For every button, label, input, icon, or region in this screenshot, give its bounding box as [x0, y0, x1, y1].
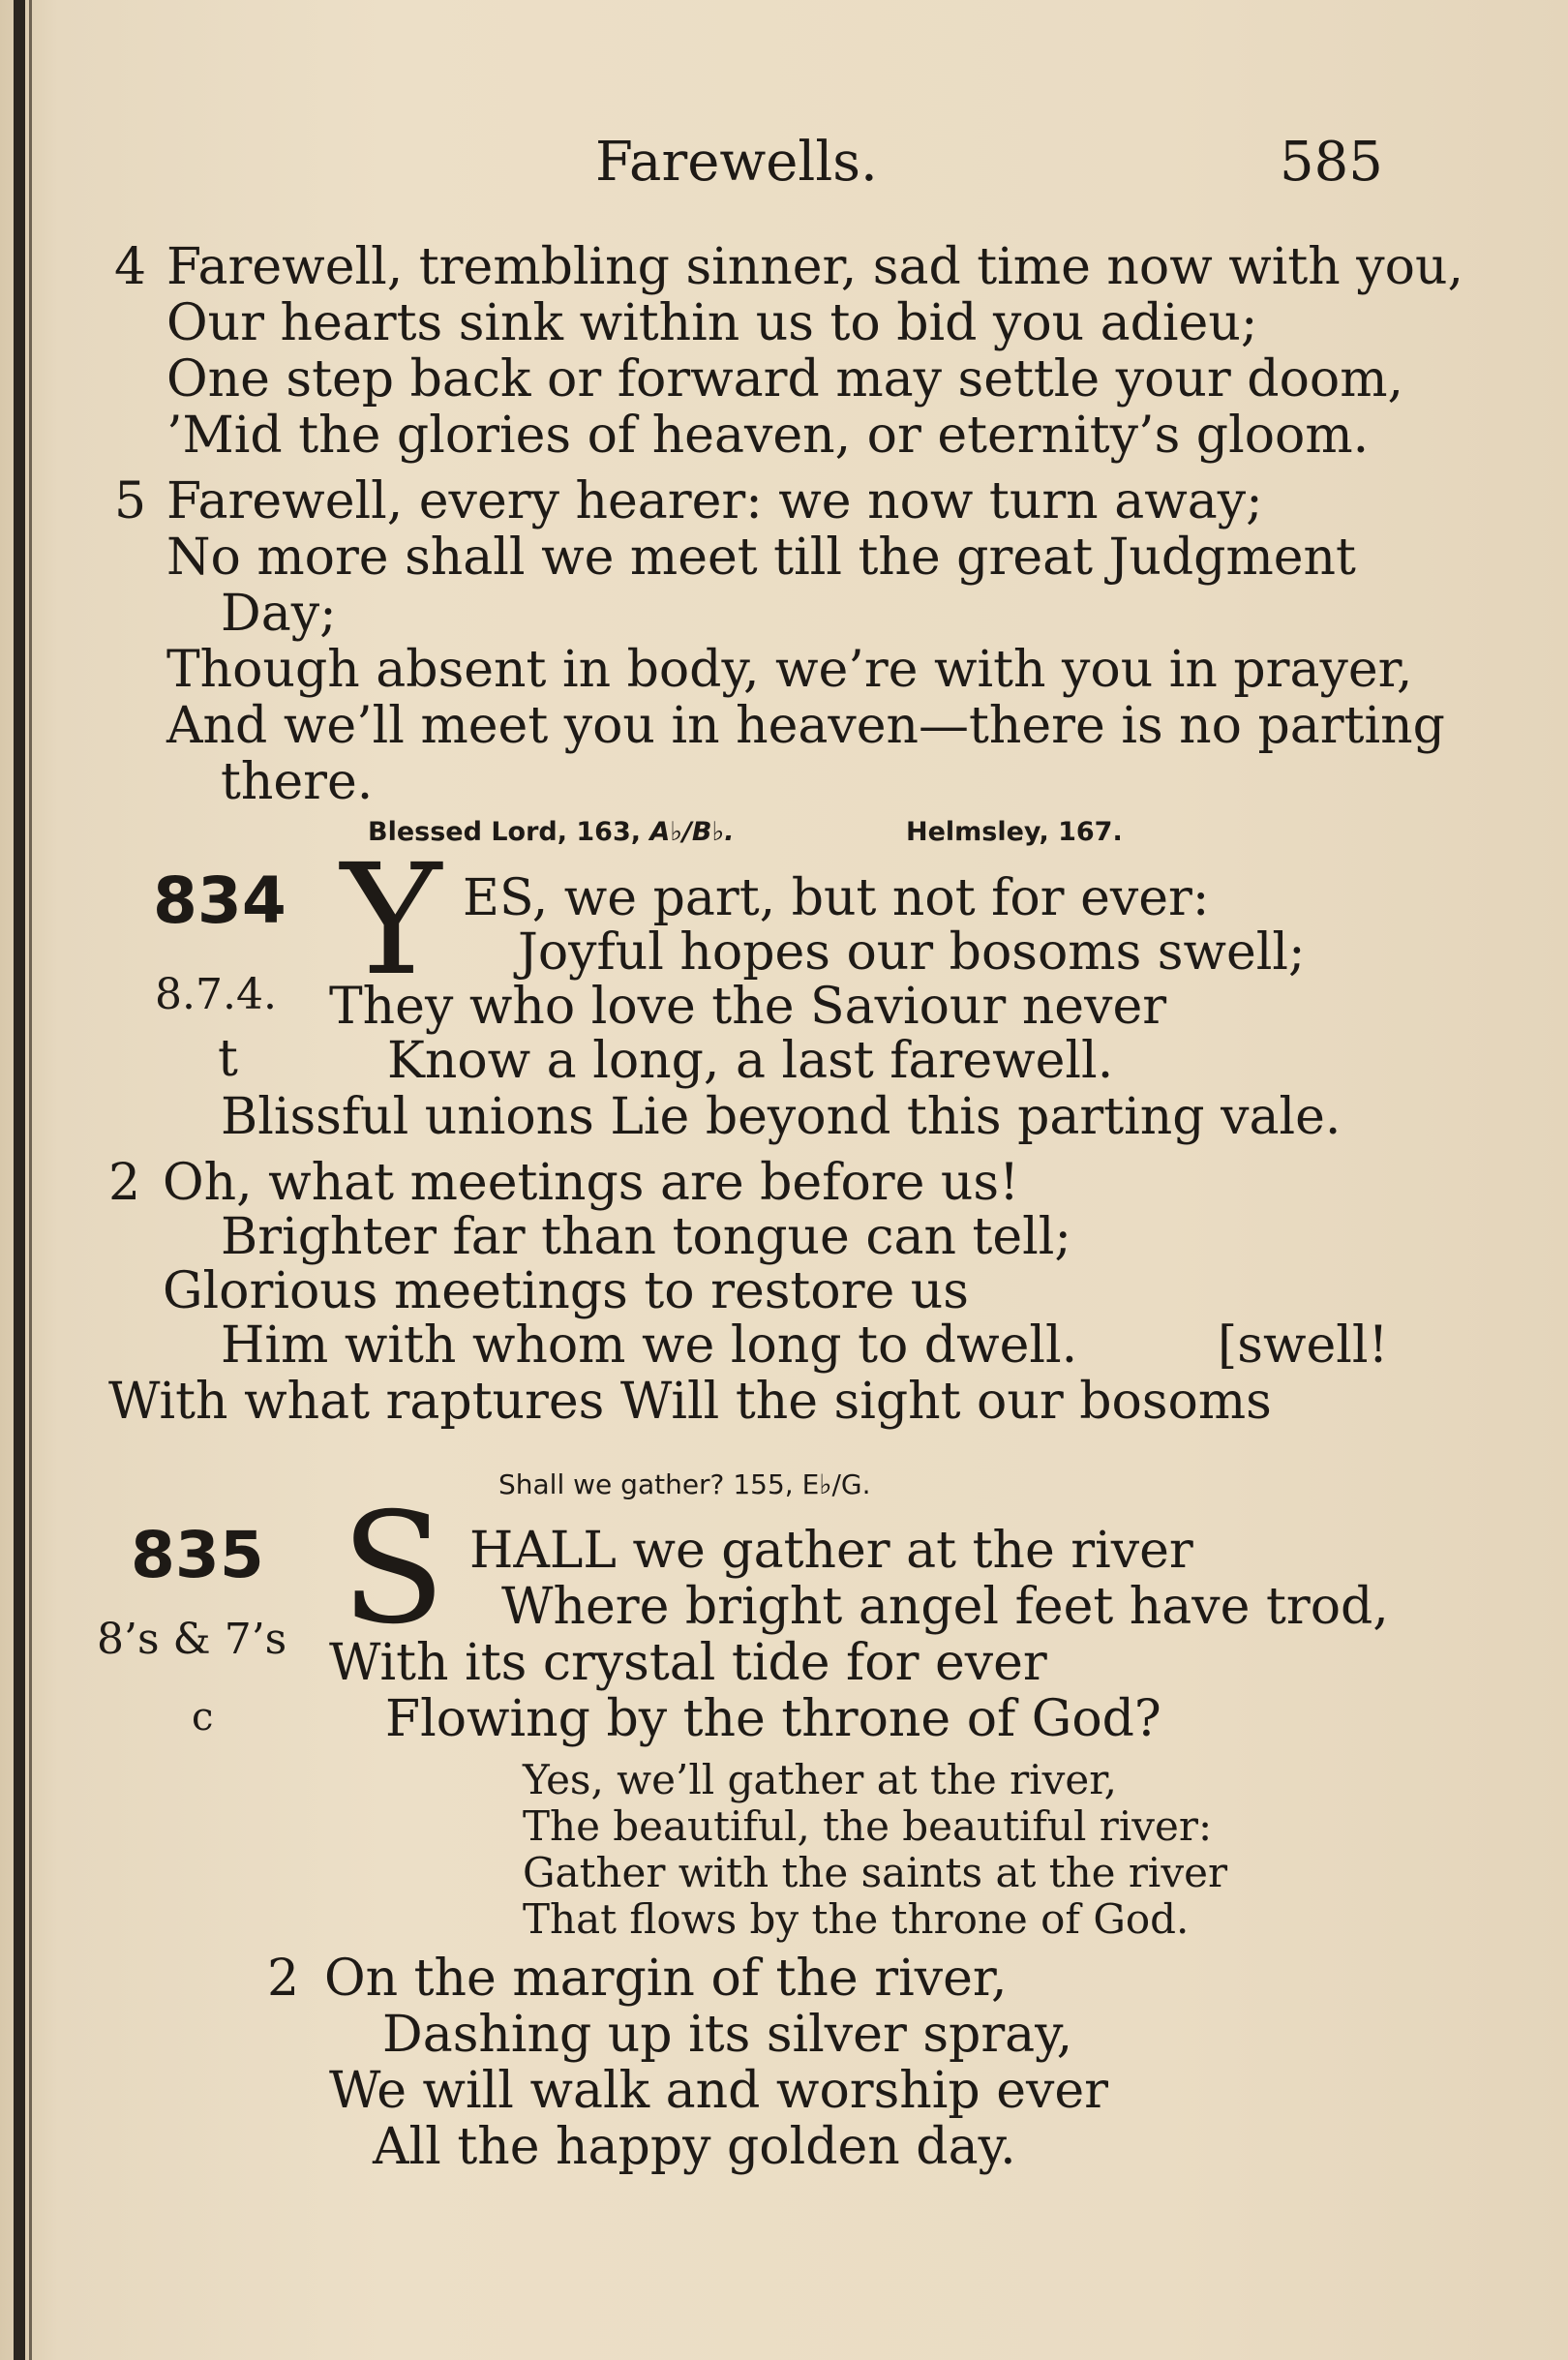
hymn-line: Our hearts sink within us to bid you adieu;	[166, 294, 1258, 352]
hymn-line: Glorious meetings to restore us	[163, 1262, 969, 1320]
hymn-line: Farewell, every hearer: we now turn away;	[166, 472, 1263, 530]
page-binding-shadow	[29, 0, 32, 2360]
hymn-line: Brighter far than tongue can tell;	[221, 1208, 1071, 1266]
hymn-line: Day;	[221, 585, 337, 643]
hymn-line: All the happy golden day.	[373, 2118, 1016, 2176]
hymn-line: With its crystal tide for ever	[329, 1634, 1047, 1692]
performance-mark: t	[218, 1030, 238, 1088]
chorus-line: Yes, we’ll gather at the river,	[523, 1756, 1118, 1803]
chorus-line: That flows by the throne of God.	[523, 1895, 1190, 1943]
page-binding-edge	[14, 0, 25, 2360]
hymn-line: Though absent in body, we’re with you in prayer,	[166, 641, 1413, 699]
hymn-meter: 8’s & 7’s	[97, 1615, 287, 1664]
hymn-line: Flowing by the throne of God?	[385, 1690, 1161, 1748]
hymn-number: 834	[153, 863, 286, 938]
verse-number: 5	[114, 472, 147, 530]
hymn-line: ’Mid the glories of heaven, or eternity’s gloom.	[166, 407, 1370, 465]
tune-reference-alt: Helmsley, 167.	[906, 817, 1123, 847]
hymn-line: ES, we part, but not for ever:	[463, 869, 1210, 927]
hymn-meter: 8.7.4.	[155, 970, 277, 1019]
hymn-line: Blissful unions Lie beyond this parting vale.	[221, 1088, 1342, 1146]
tune-reference: Shall we gather? 155, E♭/G.	[498, 1468, 871, 1500]
drop-cap: Y	[341, 832, 442, 1010]
hymn-line: Dashing up its silver spray,	[382, 2006, 1073, 2064]
hymn-line: Where bright angel feet have trod,	[501, 1578, 1389, 1636]
verse-number: 2	[267, 1950, 300, 2008]
tune-reference: Blessed Lord, 163, A♭/B♭.	[368, 817, 735, 847]
page-number: 585	[1280, 131, 1383, 194]
hymn-line: Farewell, trembling sinner, sad time now with you,	[166, 238, 1463, 296]
performance-mark: c	[192, 1695, 214, 1740]
hymn-line: HALL we gather at the river	[469, 1522, 1193, 1580]
hymn-line: We will walk and worship ever	[329, 2062, 1109, 2120]
verse-number: 4	[114, 238, 147, 296]
hymn-line: With what raptures Will the sight our bosoms	[108, 1373, 1272, 1431]
hymn-line: One step back or forward may settle your doom,	[166, 350, 1404, 408]
hymn-line: On the margin of the river,	[324, 1950, 1008, 2008]
hymn-number: 835	[131, 1518, 264, 1592]
hymn-line: And we’ll meet you in heaven—there is no parting	[166, 697, 1445, 755]
drop-cap: S	[341, 1480, 446, 1658]
hymn-line: They who love the Saviour never	[329, 978, 1167, 1036]
hymn-line: Him with whom we long to dwell.	[221, 1316, 1078, 1375]
chorus-line: The beautiful, the beautiful river:	[523, 1802, 1213, 1850]
hymn-line: No more shall we meet till the great Judgment	[166, 529, 1356, 587]
verse-number: 2	[108, 1154, 141, 1212]
hymn-line: Joyful hopes our bosoms swell;	[518, 923, 1306, 982]
hymn-line: Oh, what meetings are before us!	[163, 1154, 1019, 1212]
chorus-line: Gather with the saints at the river	[523, 1849, 1228, 1896]
hymn-line: Know a long, a last farewell.	[387, 1032, 1114, 1090]
hymn-line-turnover: [swell!	[1218, 1316, 1389, 1375]
hymn-line: there.	[221, 753, 374, 811]
page-title: Farewells.	[595, 131, 878, 194]
